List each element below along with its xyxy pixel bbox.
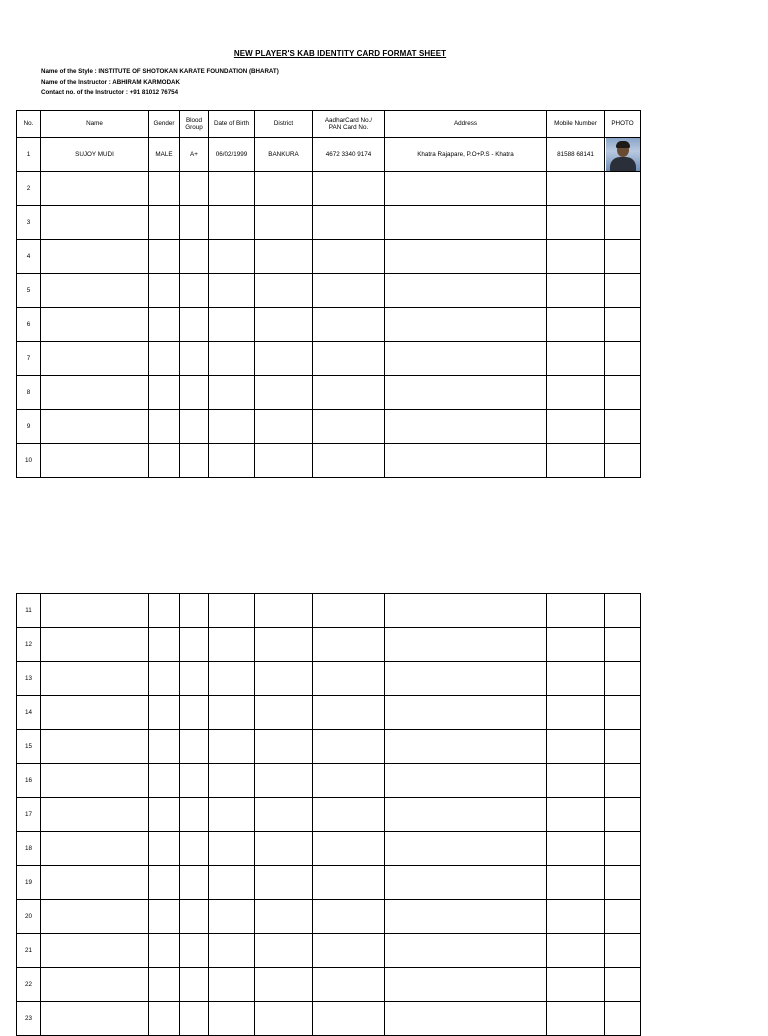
empty-cell[interactable] [313, 968, 385, 1002]
empty-cell[interactable] [255, 628, 313, 662]
table-row [17, 628, 641, 662]
empty-cell[interactable] [180, 764, 209, 798]
empty-cell[interactable] [180, 410, 209, 444]
empty-cell[interactable] [41, 730, 149, 764]
empty-cell[interactable] [313, 342, 385, 376]
empty-cell[interactable] [209, 274, 255, 308]
row-number: 11 [17, 594, 41, 628]
empty-cell[interactable] [149, 206, 180, 240]
table-row [17, 798, 641, 832]
empty-cell[interactable] [605, 376, 641, 410]
empty-cell[interactable] [313, 662, 385, 696]
empty-cell[interactable] [605, 798, 641, 832]
empty-cell[interactable] [605, 662, 641, 696]
table-row [17, 866, 641, 900]
blood-label-1: Blood [185, 116, 203, 124]
empty-cell[interactable] [41, 832, 149, 866]
empty-cell[interactable] [547, 274, 605, 308]
empty-cell[interactable] [605, 764, 641, 798]
empty-cell[interactable] [605, 968, 641, 1002]
table-row [17, 444, 641, 478]
empty-cell[interactable] [41, 764, 149, 798]
empty-cell[interactable] [385, 172, 547, 206]
empty-cell[interactable] [209, 410, 255, 444]
row-number: 21 [17, 934, 41, 968]
empty-cell[interactable] [209, 444, 255, 478]
empty-cell[interactable] [149, 410, 180, 444]
aadhar-label-1: AadharCard No./ [324, 116, 373, 124]
empty-cell[interactable] [180, 628, 209, 662]
empty-cell[interactable] [547, 968, 605, 1002]
col-gender-header: Gender [149, 111, 180, 138]
sheet-title: NEW PLAYER'S KAB IDENTITY CARD FORMAT SHEET [233, 49, 447, 58]
empty-cell[interactable] [385, 934, 547, 968]
player-district: BANKURA [255, 138, 313, 172]
empty-cell[interactable] [385, 628, 547, 662]
row-number: 14 [17, 696, 41, 730]
empty-cell[interactable] [547, 342, 605, 376]
player-mobile: 81588 68141 [547, 138, 605, 172]
row-number: 7 [17, 342, 41, 376]
contact-line: Contact no. of the Instructor : +91 81012 76754 [41, 89, 179, 96]
player-address: Khatra Rajapare, P.O+P.S - Khatra [385, 138, 547, 172]
empty-cell[interactable] [255, 274, 313, 308]
col-blood-group-header [180, 111, 209, 138]
empty-cell[interactable] [313, 410, 385, 444]
empty-cell[interactable] [41, 900, 149, 934]
empty-cell[interactable] [385, 866, 547, 900]
empty-cell[interactable] [547, 764, 605, 798]
empty-cell[interactable] [313, 274, 385, 308]
empty-cell[interactable] [313, 696, 385, 730]
empty-cell[interactable] [149, 1002, 180, 1036]
empty-cell[interactable] [180, 172, 209, 206]
empty-cell[interactable] [180, 1002, 209, 1036]
empty-cell[interactable] [605, 274, 641, 308]
instructor-line: Name of the Instructor : ABHIRAM KARMODAK [41, 79, 180, 86]
row-number: 4 [17, 240, 41, 274]
empty-cell[interactable] [605, 696, 641, 730]
empty-cell[interactable] [547, 900, 605, 934]
empty-cell[interactable] [209, 798, 255, 832]
empty-cell[interactable] [605, 1002, 641, 1036]
empty-cell[interactable] [547, 662, 605, 696]
empty-cell[interactable] [313, 444, 385, 478]
empty-cell[interactable] [180, 342, 209, 376]
empty-cell[interactable] [149, 342, 180, 376]
col-dob-header: Date of Birth [209, 111, 255, 138]
player-photo [606, 138, 640, 171]
empty-cell[interactable] [149, 274, 180, 308]
empty-cell[interactable] [41, 866, 149, 900]
empty-cell[interactable] [41, 934, 149, 968]
row-number: 18 [17, 832, 41, 866]
table-row [17, 308, 641, 342]
empty-cell[interactable] [547, 410, 605, 444]
empty-cell[interactable] [149, 376, 180, 410]
empty-cell[interactable] [209, 342, 255, 376]
player-table-1 [16, 110, 641, 478]
empty-cell[interactable] [385, 410, 547, 444]
empty-cell[interactable] [255, 798, 313, 832]
empty-cell[interactable] [209, 900, 255, 934]
row-number: 23 [17, 1002, 41, 1036]
empty-cell[interactable] [547, 1002, 605, 1036]
empty-cell[interactable] [547, 628, 605, 662]
empty-cell[interactable] [547, 934, 605, 968]
empty-cell[interactable] [41, 376, 149, 410]
row-number: 2 [17, 172, 41, 206]
empty-cell[interactable] [313, 798, 385, 832]
row-number: 1 [17, 138, 41, 172]
empty-cell[interactable] [385, 764, 547, 798]
empty-cell[interactable] [255, 240, 313, 274]
empty-cell[interactable] [255, 696, 313, 730]
empty-cell[interactable] [180, 376, 209, 410]
table-row [17, 410, 641, 444]
row-number: 17 [17, 798, 41, 832]
empty-cell[interactable] [385, 900, 547, 934]
photo-body [610, 157, 636, 171]
row-number: 13 [17, 662, 41, 696]
empty-cell[interactable] [313, 866, 385, 900]
col-address-header: Address [385, 111, 547, 138]
blood-label-2: Group [185, 124, 203, 131]
empty-cell[interactable] [41, 1002, 149, 1036]
empty-cell[interactable] [313, 832, 385, 866]
row-number: 9 [17, 410, 41, 444]
empty-cell[interactable] [149, 798, 180, 832]
style-line: Name of the Style : INSTITUTE OF SHOTOKAN KARATE FOUNDATION (BHARAT) [41, 68, 279, 75]
empty-cell[interactable] [313, 900, 385, 934]
empty-cell[interactable] [255, 444, 313, 478]
player-photo-cell [605, 138, 641, 172]
table-row [17, 730, 641, 764]
empty-cell[interactable] [209, 308, 255, 342]
empty-cell[interactable] [255, 376, 313, 410]
empty-cell[interactable] [605, 628, 641, 662]
empty-cell[interactable] [385, 832, 547, 866]
empty-cell[interactable] [385, 968, 547, 1002]
empty-cell[interactable] [149, 968, 180, 1002]
table-row [17, 832, 641, 866]
empty-cell[interactable] [41, 628, 149, 662]
empty-cell[interactable] [149, 444, 180, 478]
empty-cell[interactable] [149, 240, 180, 274]
empty-cell[interactable] [209, 376, 255, 410]
empty-cell[interactable] [180, 308, 209, 342]
empty-cell[interactable] [313, 240, 385, 274]
empty-cell[interactable] [255, 900, 313, 934]
empty-cell[interactable] [41, 696, 149, 730]
empty-cell[interactable] [605, 832, 641, 866]
empty-cell[interactable] [209, 730, 255, 764]
empty-cell[interactable] [385, 274, 547, 308]
empty-cell[interactable] [180, 662, 209, 696]
empty-cell[interactable] [209, 172, 255, 206]
table-row [17, 138, 641, 172]
empty-cell[interactable] [255, 206, 313, 240]
empty-cell[interactable] [313, 934, 385, 968]
col-name-header: Name [41, 111, 149, 138]
empty-cell[interactable] [605, 308, 641, 342]
row-number: 15 [17, 730, 41, 764]
row-number: 12 [17, 628, 41, 662]
empty-cell[interactable] [180, 730, 209, 764]
empty-cell[interactable] [547, 206, 605, 240]
empty-cell[interactable] [149, 730, 180, 764]
empty-cell[interactable] [547, 866, 605, 900]
empty-cell[interactable] [313, 1002, 385, 1036]
table-row [17, 206, 641, 240]
empty-cell[interactable] [547, 730, 605, 764]
table-row [17, 696, 641, 730]
table-row [17, 934, 641, 968]
empty-cell[interactable] [149, 662, 180, 696]
aadhar-label-2: PAN Card No. [328, 124, 369, 131]
table-row [17, 900, 641, 934]
empty-cell[interactable] [180, 594, 209, 628]
table-row [17, 240, 641, 274]
empty-cell[interactable] [605, 206, 641, 240]
empty-cell[interactable] [255, 934, 313, 968]
col-photo-header: PHOTO [605, 111, 641, 138]
empty-cell[interactable] [149, 764, 180, 798]
empty-cell[interactable] [149, 866, 180, 900]
empty-cell[interactable] [313, 206, 385, 240]
empty-cell[interactable] [255, 172, 313, 206]
row-number: 19 [17, 866, 41, 900]
empty-cell[interactable] [149, 172, 180, 206]
empty-cell[interactable] [255, 308, 313, 342]
empty-cell[interactable] [209, 206, 255, 240]
empty-cell[interactable] [313, 308, 385, 342]
empty-cell[interactable] [209, 662, 255, 696]
empty-cell[interactable] [41, 342, 149, 376]
empty-cell[interactable] [180, 696, 209, 730]
empty-cell[interactable] [41, 206, 149, 240]
table-row [17, 968, 641, 1002]
empty-cell[interactable] [41, 662, 149, 696]
table-row [17, 1002, 641, 1036]
empty-cell[interactable] [41, 444, 149, 478]
empty-cell[interactable] [313, 376, 385, 410]
empty-cell[interactable] [41, 594, 149, 628]
empty-cell[interactable] [255, 730, 313, 764]
row-number: 10 [17, 444, 41, 478]
empty-cell[interactable] [255, 662, 313, 696]
player-table-2 [16, 593, 641, 1036]
empty-cell[interactable] [547, 240, 605, 274]
empty-cell[interactable] [41, 410, 149, 444]
player-aadhar: 4672 3340 9174 [313, 138, 385, 172]
empty-cell[interactable] [180, 968, 209, 1002]
player-dob: 06/02/1999 [209, 138, 255, 172]
empty-cell[interactable] [547, 832, 605, 866]
empty-cell[interactable] [605, 934, 641, 968]
empty-cell[interactable] [385, 240, 547, 274]
empty-cell[interactable] [41, 798, 149, 832]
empty-cell[interactable] [209, 240, 255, 274]
empty-cell[interactable] [209, 866, 255, 900]
table-row [17, 172, 641, 206]
table-row [17, 274, 641, 308]
empty-cell[interactable] [180, 866, 209, 900]
row-number: 3 [17, 206, 41, 240]
empty-cell[interactable] [605, 172, 641, 206]
empty-rows-2 [17, 594, 641, 1036]
empty-cell[interactable] [605, 866, 641, 900]
empty-cell[interactable] [209, 832, 255, 866]
empty-cell[interactable] [605, 240, 641, 274]
table-row [17, 662, 641, 696]
col-mobile-header: Mobile Number [547, 111, 605, 138]
row-number: 16 [17, 764, 41, 798]
header-row [17, 111, 641, 138]
empty-cell[interactable] [385, 696, 547, 730]
empty-cell[interactable] [255, 410, 313, 444]
empty-cell[interactable] [180, 832, 209, 866]
empty-cell[interactable] [41, 274, 149, 308]
empty-cell[interactable] [149, 628, 180, 662]
empty-cell[interactable] [313, 730, 385, 764]
row-number: 5 [17, 274, 41, 308]
empty-cell[interactable] [385, 444, 547, 478]
col-aadhar-header [313, 111, 385, 138]
empty-cell[interactable] [209, 696, 255, 730]
empty-cell[interactable] [547, 444, 605, 478]
empty-cell[interactable] [209, 764, 255, 798]
empty-cell[interactable] [255, 1002, 313, 1036]
table-row [17, 376, 641, 410]
empty-cell[interactable] [255, 968, 313, 1002]
row-number: 8 [17, 376, 41, 410]
empty-cell[interactable] [547, 172, 605, 206]
empty-cell[interactable] [385, 376, 547, 410]
empty-cell[interactable] [180, 240, 209, 274]
empty-cell[interactable] [605, 730, 641, 764]
photo-hair [616, 141, 630, 148]
empty-cell[interactable] [547, 376, 605, 410]
empty-cell[interactable] [385, 308, 547, 342]
empty-cell[interactable] [41, 308, 149, 342]
player-blood-group: A+ [180, 138, 209, 172]
empty-cell[interactable] [605, 410, 641, 444]
empty-cell[interactable] [385, 342, 547, 376]
empty-cell[interactable] [255, 764, 313, 798]
empty-cell[interactable] [180, 900, 209, 934]
empty-cell[interactable] [180, 206, 209, 240]
player-gender: MALE [149, 138, 180, 172]
empty-cell[interactable] [547, 594, 605, 628]
empty-cell[interactable] [180, 444, 209, 478]
empty-cell[interactable] [605, 444, 641, 478]
empty-cell[interactable] [180, 934, 209, 968]
empty-cell[interactable] [209, 1002, 255, 1036]
empty-cell[interactable] [209, 934, 255, 968]
empty-cell[interactable] [605, 900, 641, 934]
empty-cell[interactable] [385, 1002, 547, 1036]
empty-cell[interactable] [149, 308, 180, 342]
table-row [17, 764, 641, 798]
empty-cell[interactable] [547, 798, 605, 832]
empty-cell[interactable] [605, 594, 641, 628]
empty-cell[interactable] [255, 866, 313, 900]
empty-cell[interactable] [605, 342, 641, 376]
empty-cell[interactable] [255, 832, 313, 866]
row-number: 22 [17, 968, 41, 1002]
empty-cell[interactable] [209, 628, 255, 662]
empty-cell[interactable] [149, 696, 180, 730]
empty-cell[interactable] [547, 308, 605, 342]
empty-cell[interactable] [255, 594, 313, 628]
empty-cell[interactable] [41, 968, 149, 1002]
empty-cell[interactable] [180, 274, 209, 308]
col-district-header: District [255, 111, 313, 138]
empty-cell[interactable] [41, 172, 149, 206]
empty-cell[interactable] [385, 798, 547, 832]
col-no-header: No. [17, 111, 41, 138]
table-row [17, 594, 641, 628]
empty-cell[interactable] [385, 206, 547, 240]
empty-cell[interactable] [313, 172, 385, 206]
empty-cell[interactable] [209, 594, 255, 628]
empty-cell[interactable] [313, 594, 385, 628]
empty-cell[interactable] [313, 764, 385, 798]
row-number: 20 [17, 900, 41, 934]
table-row [17, 342, 641, 376]
empty-cell[interactable] [547, 696, 605, 730]
empty-cell[interactable] [385, 594, 547, 628]
empty-cell[interactable] [149, 900, 180, 934]
player-name: SUJOY MUDI [41, 138, 149, 172]
empty-cell[interactable] [149, 832, 180, 866]
empty-cell[interactable] [209, 968, 255, 1002]
empty-cell[interactable] [385, 662, 547, 696]
empty-cell[interactable] [313, 628, 385, 662]
empty-cell[interactable] [149, 934, 180, 968]
empty-cell[interactable] [41, 240, 149, 274]
row-number: 6 [17, 308, 41, 342]
empty-cell[interactable] [180, 798, 209, 832]
empty-cell[interactable] [255, 342, 313, 376]
empty-rows-1 [17, 172, 641, 478]
empty-cell[interactable] [149, 594, 180, 628]
empty-cell[interactable] [385, 730, 547, 764]
